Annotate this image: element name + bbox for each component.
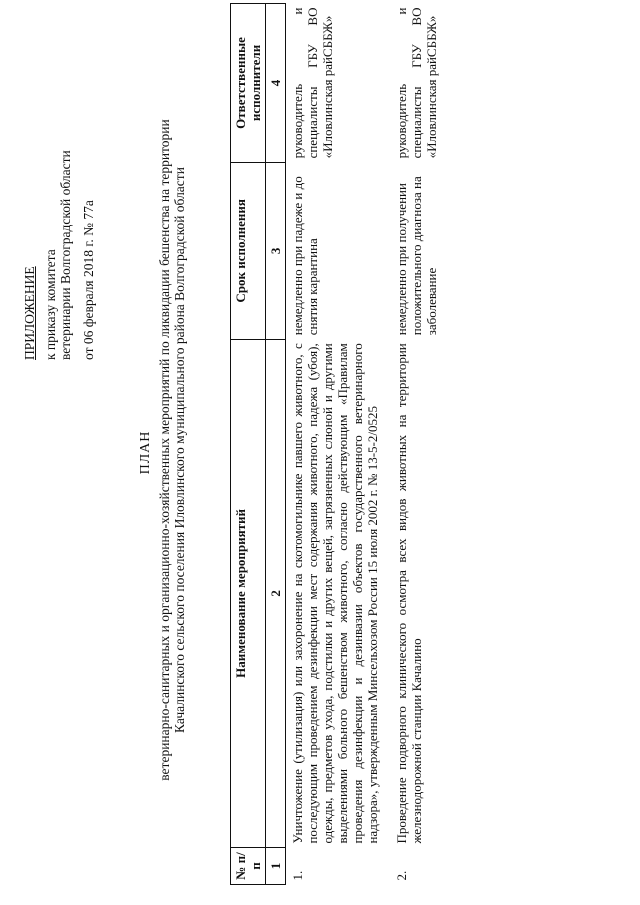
- appendix-line-1: к приказу комитета: [43, 249, 58, 360]
- header-name: Наименование мероприятий: [231, 339, 266, 847]
- plan-title: ПЛАН: [138, 430, 153, 475]
- row-number: 2.: [394, 870, 409, 881]
- header-responsible: Ответственные исполнители: [231, 4, 266, 163]
- row-responsible: руководитель и специалисты ГБУ ВО «Иловлинская райСББЖ»: [394, 7, 439, 159]
- header-number: № п/п: [231, 848, 266, 885]
- row-term: немедленно при падеже и до снятия карантина: [290, 176, 320, 336]
- plan-table: [230, 3, 449, 885]
- table-column-number-row: [266, 4, 286, 885]
- column-number-1: 1: [266, 848, 286, 885]
- row-responsible: руководитель и специалисты ГБУ ВО «Иловлинская райСББЖ»: [290, 7, 335, 159]
- table-row: [390, 4, 449, 885]
- row-term: немедленно при получении положительного диагноза на заболевание: [394, 176, 439, 336]
- table-row: [286, 4, 391, 885]
- row-measure: Уничтожение (утилизация) или захоронение на скотомогильнике павшего животного, с последующим проведением дезинфекции мест содержания животного, падежа (убоя), одежды, предметов ухода, подстилки и других вещей, загрязненных слюной и другими выделениями больного бешенством животного, согласно действующим «Правилам проведения дезинфекции и дезинвазии объектов государственного ветеринарного надзора», утвержденным Минсельхозом России 15 июля 2002 г. № 13-5-2/0525: [290, 343, 380, 844]
- plan-subtitle-line-1: ветеринарно-санитарных и организационно-хозяйственных мероприятий по ликвидации бешенства на территории: [157, 119, 172, 781]
- row-measure: Проведение подворного клинического осмотра всех видов животных на территории железнодорожной станции Качалино: [394, 343, 424, 844]
- plan-subtitle-line-2: Качалинского сельского поселения Иловлинского муниципального района Волгоградской области: [172, 167, 187, 733]
- row-number: 1.: [290, 870, 305, 881]
- appendix-header: [22, 30, 96, 360]
- column-number-2: 2: [266, 339, 286, 847]
- appendix-date: от 06 февраля 2018 г. № 77а: [81, 200, 96, 360]
- column-number-4: 4: [266, 4, 286, 163]
- plan-subtitle: [157, 35, 187, 865]
- appendix-title: ПРИЛОЖЕНИЕ: [22, 266, 37, 360]
- header-term: Срок исполнения: [231, 162, 266, 339]
- table-header-row: [231, 4, 266, 885]
- column-number-3: 3: [266, 162, 286, 339]
- appendix-line-2: ветеринарии Волгоградской области: [58, 150, 73, 360]
